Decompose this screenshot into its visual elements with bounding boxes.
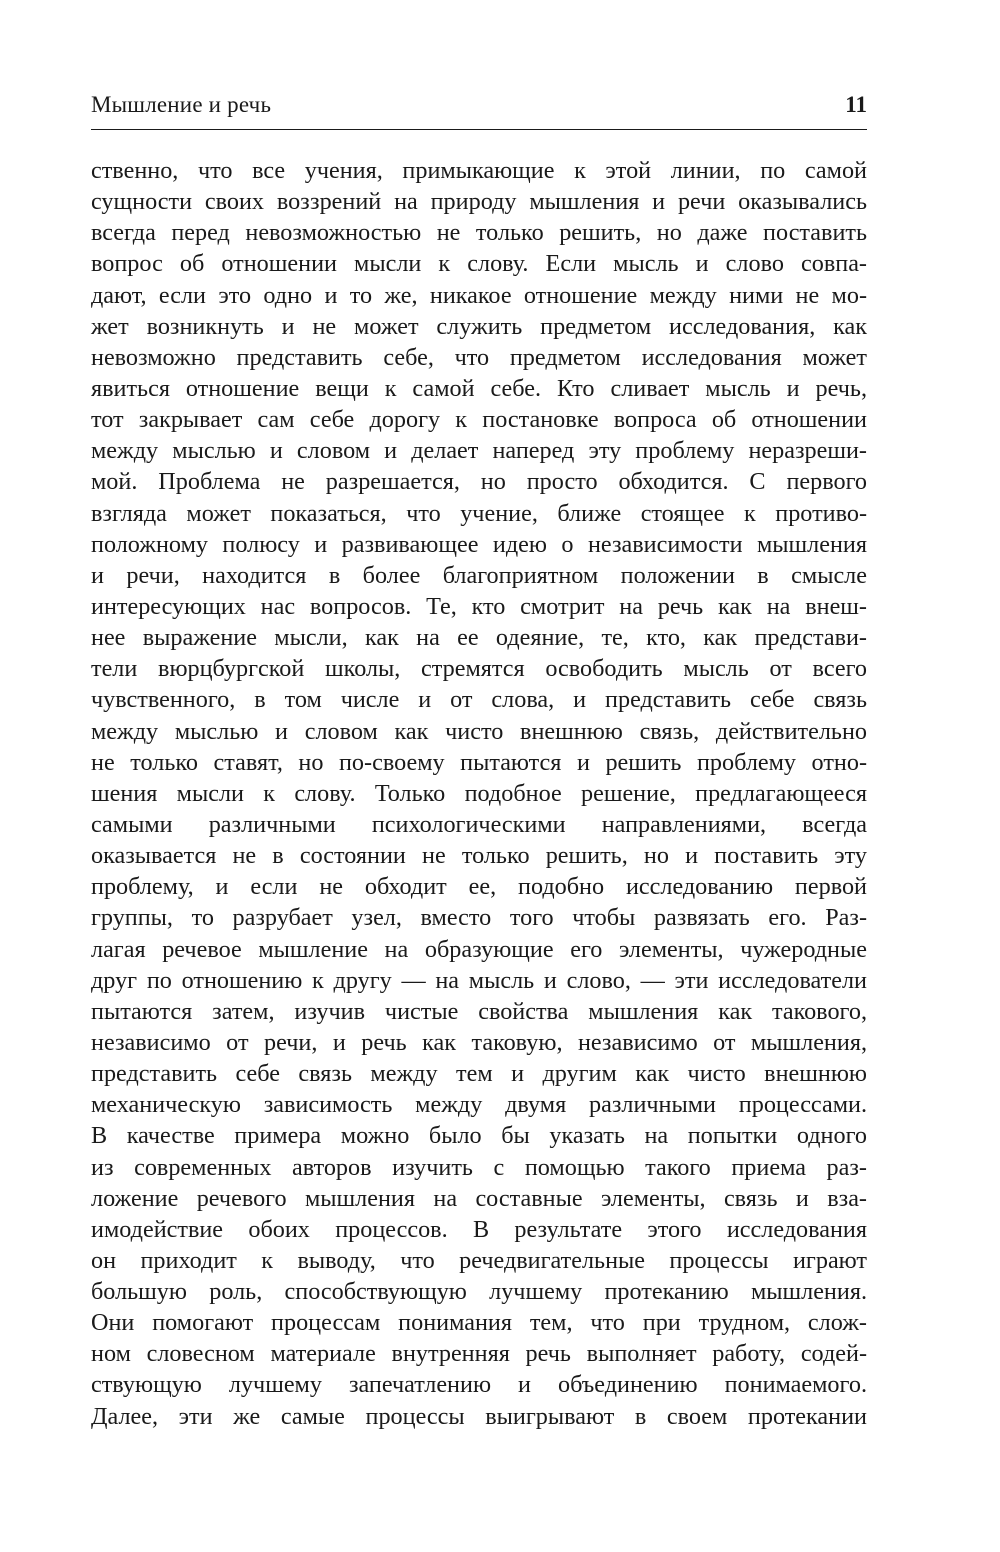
text-line: механическую зависимость между двумя различными процессами. bbox=[91, 1091, 867, 1119]
text-line: оказывается не в состоянии не только решить, но и поставить эту bbox=[91, 842, 867, 870]
text-line: между мыслью и словом и делает наперед эту проблему неразреши- bbox=[91, 437, 867, 465]
text-line: друг по отношению к другу — на мысль и слово, — эти исследователи bbox=[91, 966, 867, 994]
text-line: жет возникнуть и не может служить предметом исследования, как bbox=[91, 312, 867, 340]
text-line: группы, то разрубает узел, вместо того чтобы развязать его. Раз- bbox=[91, 904, 867, 932]
text-line: тот закрывает сам себе дорогу к постановке вопроса об отношении bbox=[91, 406, 867, 434]
text-line: он приходит к выводу, что речедвигательные процессы играют bbox=[91, 1246, 867, 1274]
text-line: невозможно представить себе, что предметом исследования может bbox=[91, 343, 867, 371]
text-line: имодействие обоих процессов. В результате этого исследования bbox=[91, 1215, 867, 1243]
text-line: сущности своих воззрений на природу мышления и речи оказывались bbox=[91, 188, 867, 216]
text-line: интересующих нас вопросов. Те, кто смотрит на речь как на внеш- bbox=[91, 592, 867, 620]
running-header bbox=[91, 92, 867, 122]
text-line: взгляда может показаться, что учение, ближе стоящее к противо- bbox=[91, 499, 867, 527]
text-line: дают, если это одно и то же, никакое отношение между ними не мо- bbox=[91, 281, 867, 309]
body-text bbox=[91, 155, 867, 1432]
text-line: тели вюрцбургской школы, стремятся освободить мысль от всего bbox=[91, 655, 867, 683]
text-line: ложение речевого мышления на составные элементы, связь и вза- bbox=[91, 1184, 867, 1212]
text-line: между мыслью и словом как чисто внешнюю связь, действительно bbox=[91, 717, 867, 745]
text-line: Далее, эти же самые процессы выигрывают в своем протекании bbox=[91, 1402, 867, 1430]
text-line: Они помогают процессам понимания тем, что при трудном, слож- bbox=[91, 1309, 867, 1337]
page-number: 11 bbox=[845, 92, 867, 117]
text-line: вопрос об отношении мысли к слову. Если мысль и слово совпа- bbox=[91, 250, 867, 278]
text-line: нее выражение мысли, как на ее одеяние, те, кто, как представи- bbox=[91, 624, 867, 652]
text-line: явиться отношение вещи к самой себе. Кто сливает мысль и речь, bbox=[91, 374, 867, 402]
header-rule bbox=[91, 129, 867, 130]
text-line: проблему, и если не обходит ее, подобно исследованию первой bbox=[91, 873, 867, 901]
text-line: ствующую лучшему запечатлению и объединению понимаемого. bbox=[91, 1371, 867, 1399]
text-line: ственно, что все учения, примыкающие к этой линии, по самой bbox=[91, 157, 867, 184]
text-line: чувственного, в том числе и от слова, и представить себе связь bbox=[91, 686, 867, 714]
text-line: независимо от речи, и речь как таковую, независимо от мышления, bbox=[91, 1028, 867, 1056]
text-line: лагая речевое мышление на образующие его элементы, чужеродные bbox=[91, 935, 867, 963]
running-title: Мышление и речь bbox=[91, 92, 272, 117]
text-line: большую роль, способствующую лучшему протеканию мышления. bbox=[91, 1278, 867, 1306]
text-line: положному полюсу и развивающее идею о независимости мышления bbox=[91, 530, 867, 558]
text-line: не только ставят, но по-своему пытаются и решить проблему отно- bbox=[91, 748, 867, 776]
text-line: ном словесном материале внутренняя речь выполняет работу, содей- bbox=[91, 1340, 867, 1368]
text-line: самыми различными психологическими направлениями, всегда bbox=[91, 810, 867, 838]
text-line: и речи, находится в более благоприятном положении в смысле bbox=[91, 561, 867, 589]
text-line: мой. Проблема не разрешается, но просто обходится. С первого bbox=[91, 468, 867, 496]
text-line: шения мысли к слову. Только подобное решение, предлагающееся bbox=[91, 779, 867, 807]
text-line: всегда перед невозможностью не только решить, но даже поставить bbox=[91, 219, 867, 247]
text-line: пытаются затем, изучив чистые свойства мышления как такового, bbox=[91, 997, 867, 1025]
text-line: В качестве примера можно было бы указать на попытки одного bbox=[91, 1122, 867, 1150]
text-line: из современных авторов изучить с помощью такого приема раз- bbox=[91, 1153, 867, 1181]
text-line: представить себе связь между тем и другим как чисто внешнюю bbox=[91, 1060, 867, 1088]
